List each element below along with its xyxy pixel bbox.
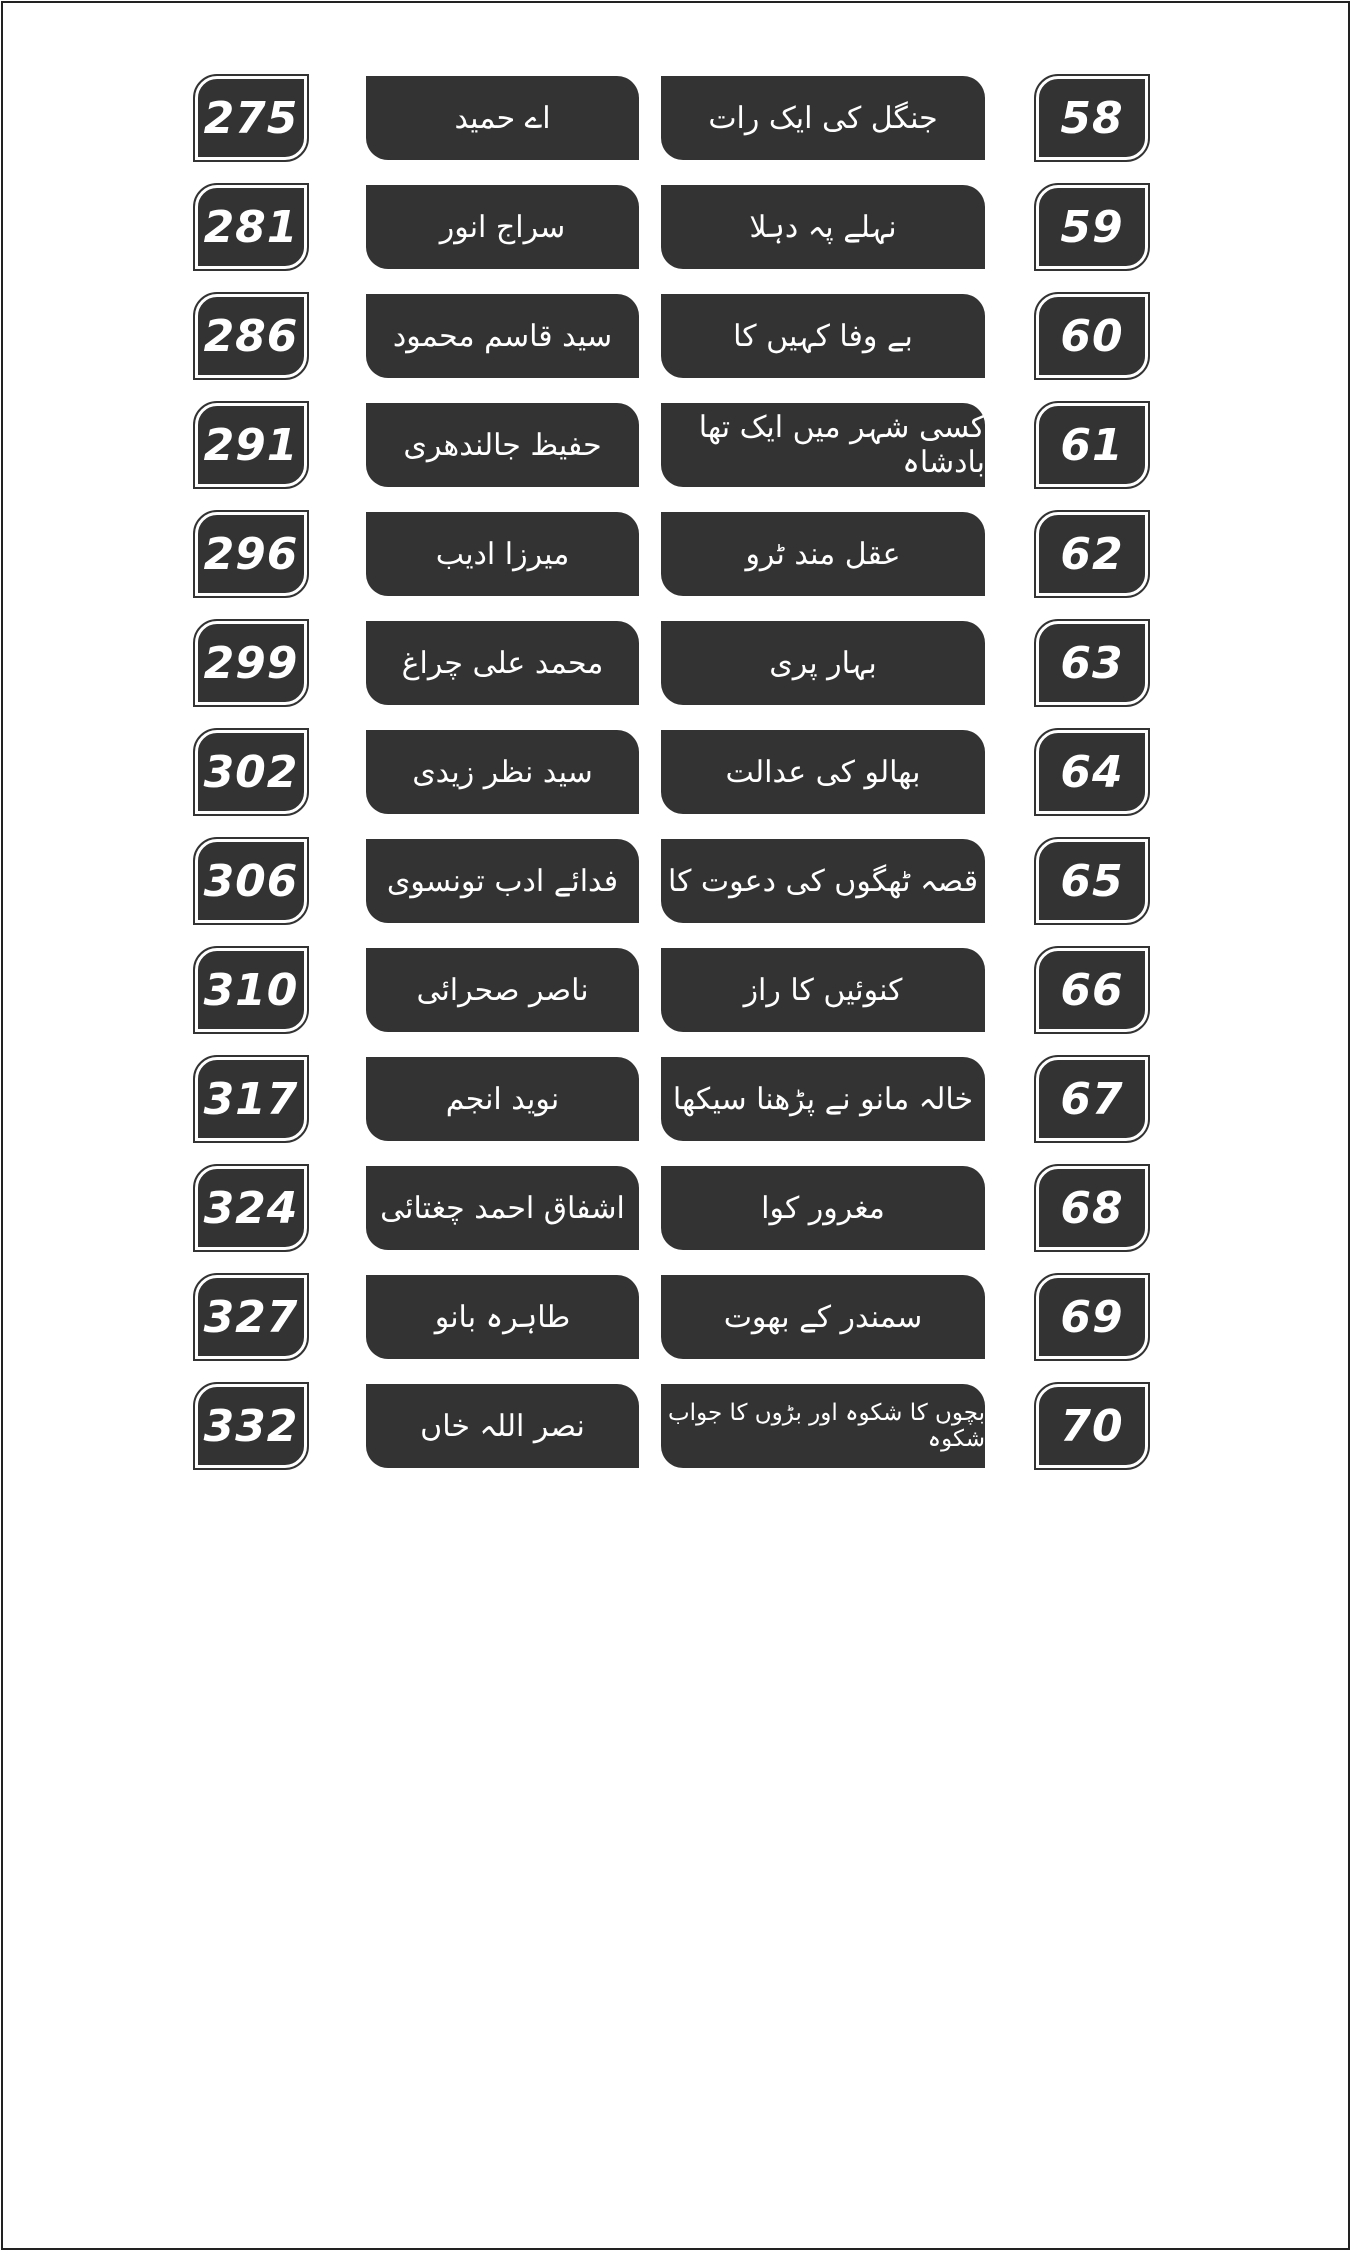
author-name: سید قاسم محمود [366, 294, 639, 378]
toc-row [0, 185, 1354, 269]
story-number: 58 [1036, 76, 1148, 160]
story-number: 62 [1036, 512, 1148, 596]
page-number: 299 [195, 621, 307, 705]
author-name: طاہرہ بانو [366, 1275, 639, 1359]
story-number: 68 [1036, 1166, 1148, 1250]
story-number: 64 [1036, 730, 1148, 814]
story-number: 65 [1036, 839, 1148, 923]
author-name: ناصر صحرائی [366, 948, 639, 1032]
page-number: 310 [195, 948, 307, 1032]
author-name: اے حمید [366, 76, 639, 160]
story-number: 63 [1036, 621, 1148, 705]
toc-row [0, 1166, 1354, 1250]
toc-row [0, 1384, 1354, 1468]
toc-row [0, 1275, 1354, 1359]
page-number: 281 [195, 185, 307, 269]
story-title: کنوئیں کا راز [661, 948, 985, 1032]
story-title: بچوں کا شکوہ اور بڑوں کا جواب شکوہ [661, 1384, 985, 1468]
story-title: کسی شہر میں ایک تھا بادشاہ [661, 403, 985, 487]
story-number: 61 [1036, 403, 1148, 487]
story-title: قصہ ٹھگوں کی دعوت کا [661, 839, 985, 923]
toc-row [0, 621, 1354, 705]
author-name: نصر اللہ خاں [366, 1384, 639, 1468]
story-number: 60 [1036, 294, 1148, 378]
page-number: 302 [195, 730, 307, 814]
page-number: 291 [195, 403, 307, 487]
page-number: 296 [195, 512, 307, 596]
toc-row [0, 512, 1354, 596]
story-title: بہار پری [661, 621, 985, 705]
author-name: حفیظ جالندھری [366, 403, 639, 487]
page-number: 324 [195, 1166, 307, 1250]
story-title: عقل مند ٹرو [661, 512, 985, 596]
author-name: فدائے ادب تونسوی [366, 839, 639, 923]
table-of-contents [0, 76, 1354, 1493]
story-number: 70 [1036, 1384, 1148, 1468]
author-name: اشفاق احمد چغتائی [366, 1166, 639, 1250]
page-number: 275 [195, 76, 307, 160]
story-number: 69 [1036, 1275, 1148, 1359]
story-number: 67 [1036, 1057, 1148, 1141]
author-name: میرزا ادیب [366, 512, 639, 596]
toc-row [0, 839, 1354, 923]
toc-row [0, 948, 1354, 1032]
author-name: نوید انجم [366, 1057, 639, 1141]
toc-row [0, 294, 1354, 378]
page-number: 286 [195, 294, 307, 378]
story-title: سمندر کے بھوت [661, 1275, 985, 1359]
author-name: سراج انور [366, 185, 639, 269]
story-title: نہلے پہ دہلا [661, 185, 985, 269]
story-number: 59 [1036, 185, 1148, 269]
story-title: بے وفا کہیں کا [661, 294, 985, 378]
story-title: مغرور کوا [661, 1166, 985, 1250]
story-title: بھالو کی عدالت [661, 730, 985, 814]
toc-row [0, 730, 1354, 814]
page-number: 332 [195, 1384, 307, 1468]
toc-row [0, 403, 1354, 487]
story-title: خالہ مانو نے پڑھنا سیکھا [661, 1057, 985, 1141]
page-number: 327 [195, 1275, 307, 1359]
story-title: جنگل کی ایک رات [661, 76, 985, 160]
page-number: 317 [195, 1057, 307, 1141]
story-number: 66 [1036, 948, 1148, 1032]
author-name: محمد علی چراغ [366, 621, 639, 705]
toc-row [0, 1057, 1354, 1141]
page-number: 306 [195, 839, 307, 923]
author-name: سید نظر زیدی [366, 730, 639, 814]
toc-row [0, 76, 1354, 160]
